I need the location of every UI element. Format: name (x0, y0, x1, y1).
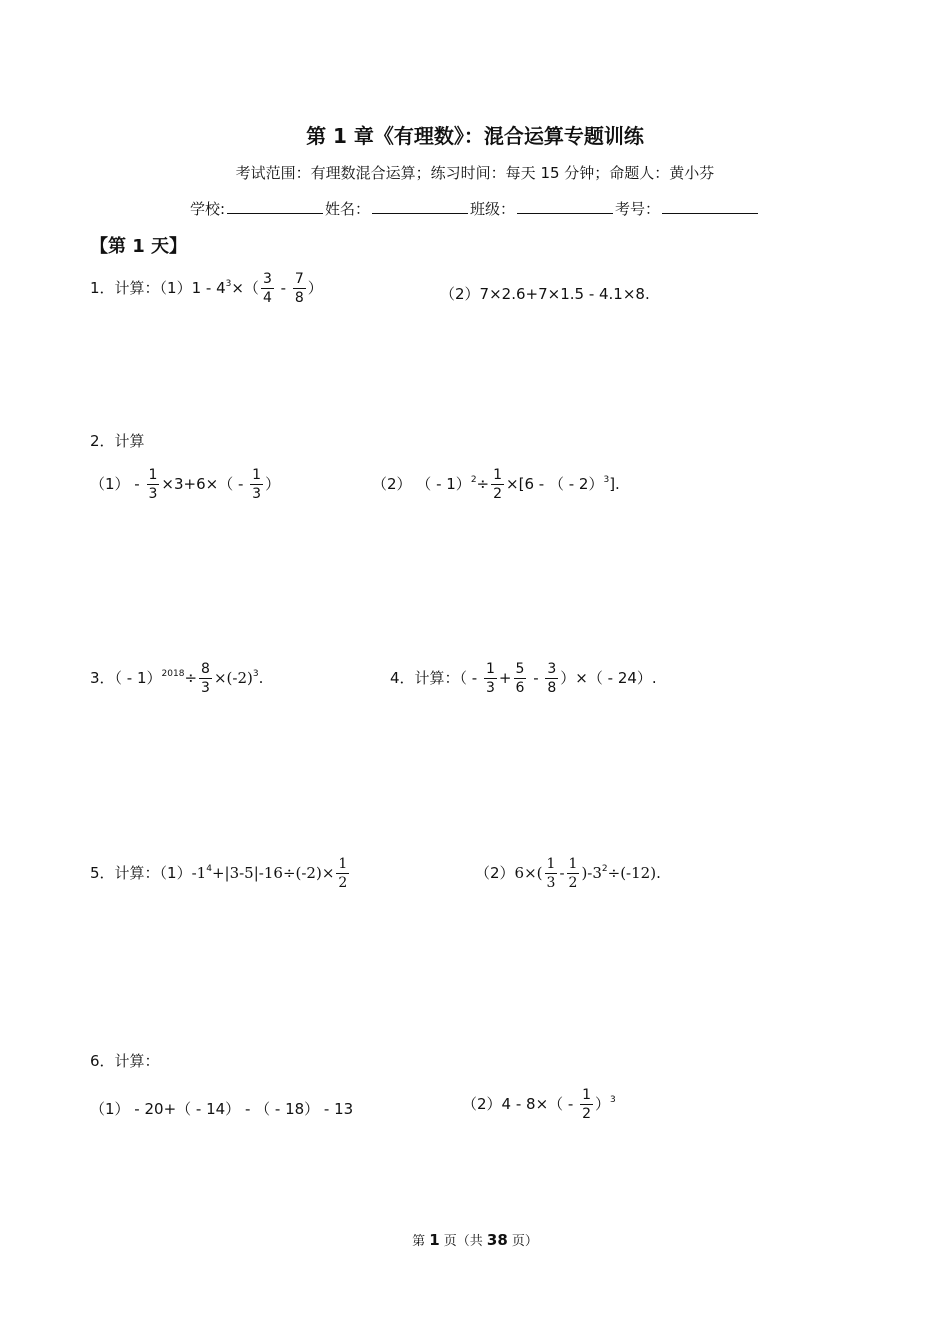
class-label: 班级： (470, 200, 516, 218)
class-blank[interactable] (517, 199, 613, 214)
q3-exponent: 2018 (161, 669, 185, 679)
q4-plus: + (498, 669, 512, 687)
q5a-exponent: 4 (206, 864, 212, 874)
q5a-rest: +|3-5|-16÷(-2)× (211, 864, 335, 882)
q5-pre: 5．计算：（1） (90, 864, 192, 882)
q2a-pre: （1） - (90, 475, 145, 493)
name-blank[interactable] (372, 199, 468, 214)
question-2-lead: 2．计算 (90, 432, 145, 450)
q3-fraction: $\frac{8}{3}$ (201, 661, 210, 696)
q5b-fraction-1: $\frac{1}{3}$ (546, 856, 556, 891)
footer-post: 页） (507, 1234, 538, 1249)
question-2-part-1 (90, 468, 280, 501)
page-footer (0, 1230, 950, 1249)
q3-exponent-2: 3 (252, 669, 259, 679)
q3-pre: 3．（ - 1） (90, 669, 162, 687)
q2a-mid: ×3+6×（ - (161, 475, 249, 493)
q3-div: ÷ (184, 669, 198, 687)
question-5-part-1 (90, 857, 351, 890)
q2b-exponent: 2 (470, 475, 477, 485)
q6b-pre: （2）4 - 8×（ - (462, 1095, 579, 1113)
q1-times: ×（ (231, 279, 259, 297)
q2b-exponent-2: 3 (603, 475, 610, 485)
document-subtitle: 考试范围：有理数混合运算；练习时间：每天 15 分钟；命题人：黄小芬 (235, 164, 715, 182)
q5a-fraction: $\frac{1}{2}$ (338, 856, 348, 891)
question-6-lead: 6．计算： (90, 1052, 160, 1070)
school-label: 学校: (189, 200, 225, 218)
q2b-div: ÷ (476, 475, 490, 493)
q2b-fraction: $\frac{1}{2}$ (493, 467, 503, 502)
q5b-expr: 6×( (514, 864, 543, 882)
student-info-line (0, 198, 950, 219)
q4-fraction-2: $\frac{5}{6}$ (515, 661, 525, 696)
question-1-part-1 (90, 272, 323, 305)
q5b-exponent: 2 (601, 864, 608, 874)
question-5-part-2 (475, 857, 661, 890)
q4-fraction-1: $\frac{1}{3}$ (486, 661, 495, 696)
q1-lead: 1．计算：（1）1 - 4 (90, 279, 226, 297)
q4-end: ）×（ - 24）. (560, 669, 657, 687)
day-heading: 【第 1 天】 (90, 236, 188, 257)
id-label: 考号： (615, 200, 661, 218)
q4-minus: - (528, 669, 544, 687)
q2b-mid: ×[6 - （ - 2） (506, 475, 604, 493)
q1-minus: - (275, 279, 291, 297)
name-label: 姓名： (325, 200, 371, 218)
q4-fraction-3: $\frac{3}{8}$ (547, 661, 557, 696)
q2a-fraction-1: $\frac{1}{3}$ (148, 467, 158, 502)
q3-mid: ×(-2) (213, 669, 253, 687)
school-blank[interactable] (227, 199, 323, 214)
q1-fraction-1: $\frac{3}{4}$ (262, 271, 272, 306)
page-total: 38 (486, 1231, 508, 1249)
question-1-part-2: （2）7×2.6+7×1.5 - 4.1×8. (440, 285, 650, 303)
question-2-part-2 (372, 468, 620, 501)
question-3 (90, 662, 263, 695)
page-number: 1 (429, 1231, 440, 1249)
q1-close: ） (307, 279, 323, 297)
q5b-fraction-2: $\frac{1}{2}$ (568, 856, 578, 891)
q5a-expr: -1 (191, 864, 207, 882)
q5b-mid: )-3 (581, 864, 602, 882)
q1-fraction-2: $\frac{7}{8}$ (294, 271, 304, 306)
q2a-fraction-2: $\frac{1}{3}$ (252, 467, 262, 502)
question-6-part-1: （1） - 20+（ - 14） - （ - 18） - 13 (90, 1100, 354, 1118)
q3-end: . (258, 669, 264, 687)
q5b-end: ÷(-12). (607, 864, 661, 882)
footer-pre: 第 (412, 1234, 430, 1249)
q5b-minus: - (559, 864, 565, 882)
footer-mid: 页（共 (439, 1234, 487, 1249)
question-4 (390, 662, 657, 695)
q6b-close: ） (595, 1095, 611, 1113)
document-title: 第 1 章《有理数》：混合运算专题训练 (306, 124, 644, 148)
id-blank[interactable] (662, 199, 758, 214)
q2b-end: ]. (609, 475, 620, 493)
q1-exponent: 3 (225, 279, 232, 289)
q6b-fraction: $\frac{1}{2}$ (582, 1087, 592, 1122)
q4-pre: 4．计算：（ - (390, 669, 482, 687)
q2b-pre: （2） （ - 1） (372, 475, 471, 493)
q5b-pre: （2） (475, 864, 515, 882)
question-6-part-2 (462, 1088, 616, 1121)
q6b-exponent: 3 (610, 1095, 616, 1105)
q2a-close: ） (265, 475, 281, 493)
